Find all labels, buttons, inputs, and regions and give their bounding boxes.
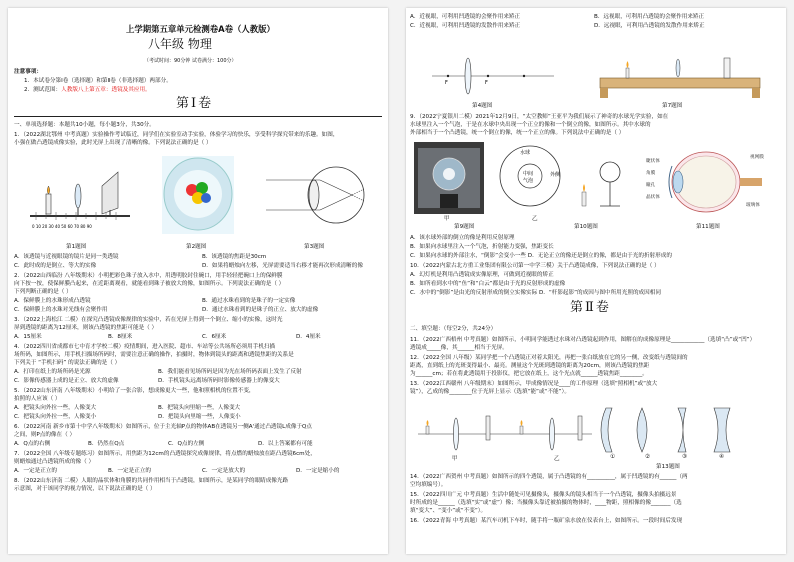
- candle-lens-figure: [576, 148, 636, 214]
- q1-option-b: B．该透镜的焦距是30cm: [202, 254, 267, 260]
- q8-line-1: 8．（2022山东济南 二模）人眼的晶状体和角膜的共同作用相当于凸透镜，如图所示，是某同学的眼睛成像光路: [14, 478, 289, 484]
- q5-option-c: C．把镜头向外拉一些，人像变小: [14, 414, 97, 420]
- q8-option-a: A．近视眼，可利用凹透镜的会聚作用来矫正: [410, 14, 521, 20]
- q1-option-d: D．如果将蜡烛向左移，光屏需要适当右移才能再次形成清晰的像: [202, 263, 363, 269]
- q9-option-b: B．如果向水球里注入一个气泡，折射能力变强，焦距变长: [410, 244, 554, 250]
- q10-option-a: A．幻灯机是利用凸透镜成实像原理，可做到近视眼的矫正: [410, 272, 554, 278]
- q1-option-a: A．该透镜与近视眼镜的镜片是同一类透镜: [14, 254, 119, 260]
- q4-line-1: 4．（2022四川省成都市七中育才学校二模）疫情期间，进入医院、超市、车站等公共场所必须用手机扫描: [14, 344, 276, 350]
- fig-10-sublabel: 乙: [532, 216, 538, 222]
- eye-anatomy-figure: [646, 144, 782, 220]
- q5-option-d: D．把镜头向里缩一些，人像变小: [158, 414, 241, 420]
- fig-label-10: 第10题图: [574, 224, 598, 230]
- q6-line-2: 之间，则P点的像在（ ）: [14, 432, 76, 438]
- q13-line-2: 镜”），乙成的像________位于光屏上显示（选填“能”或“不能”）。: [410, 389, 570, 395]
- q9-line-3: 外部相当于一个凸透镜，统一个倒立的像，统一个正立的像。下列说法中正确的是（ ）: [410, 130, 625, 136]
- q6-line-1: 6．（2022河南 新乡市第十中学八年级期末）如图所示，位于主光轴P点的物体AB在透镜另一侧A'通过凸透镜L成像于Q点: [14, 424, 313, 430]
- q14-line-1: 14．（2022广西贺州 中考真题）如图所示的四个透镜，属于凸透镜的有__________，属于凹透镜的有______（两: [410, 474, 688, 480]
- eye-label-cornea: 角膜: [646, 171, 656, 176]
- fig-label-7: 第7题图: [662, 103, 683, 109]
- q14-line-2: 空均填编号）。: [410, 482, 447, 488]
- optical-bench-figure: [26, 152, 136, 238]
- svg-text:F: F: [445, 80, 448, 86]
- q3-line-2: 屏到透镜的距离为12厘米，则该凸透镜的焦距可能是（ ）: [14, 325, 158, 331]
- q5-option-a: A．把镜头向外拉一些，人像变大: [14, 405, 97, 411]
- q3-option-c: C．6厘米: [202, 334, 227, 340]
- q8-option-c: C．近视眼，可利用凹透镜的发散作用来矫正: [410, 23, 521, 29]
- note-2: 2．测试范围：人教版八上第五章：透镜及其应用。: [24, 87, 151, 93]
- q8-option-d: D．远视眼，可利用凸透镜的发散作用来矫正: [594, 23, 705, 29]
- q11-line-2: 透镜成_____像，其______相当于光屏。: [410, 345, 508, 351]
- q3-option-d: D．4厘米: [296, 334, 321, 340]
- q12-line-3: 为______cm；若在将此透镜用于投影仪，把它放在纸上，这个光点就______透镜焦距________。: [410, 371, 648, 377]
- fig-label-13: 第13题图: [656, 464, 680, 470]
- q10-stem: 10．（2022内蒙古北方重工业集团有限公司第一中学三模）关于凸透镜成像，下列说法正确的是（ ）: [410, 263, 660, 269]
- q15-line-1: 15．（2022四川广元 中考真题）生活中随处可见摄像头，摄像头的镜头相当于一个凸透镜，摄像头拍摄远景: [410, 492, 677, 498]
- four-lenses-figure: [592, 402, 762, 462]
- lens-4-number: ④: [719, 454, 725, 460]
- q13-fig-yi: 乙: [554, 456, 560, 462]
- q9-option-a: A．该水球外部的倒立的像是利用反射原理: [410, 235, 515, 241]
- q6-option-a: A．Q点的右侧: [14, 441, 51, 447]
- q5-option-b: B．把镜头向里缩一些，人像变大: [158, 405, 241, 411]
- svg-text:F: F: [485, 80, 488, 86]
- q13-ray-figure: [416, 400, 596, 456]
- q6-option-d: D．以上答案都有可能: [258, 441, 313, 447]
- q4-option-c: C．影像传感器上成的是正立、放大的虚像: [14, 378, 119, 384]
- fig-label-3: 第3题图: [304, 244, 325, 250]
- fig-label-1: 第1题图: [66, 244, 87, 250]
- q3-option-a: A．15厘米: [14, 334, 42, 340]
- q7-line-1: 7．（2022全国 八年级专题练习）如图所示，用焦距为12cm的凸透镜探究成像规律，将点燃的蜡烛放在距凸透镜6cm处，: [14, 451, 316, 457]
- lens-axis-figure: [428, 50, 558, 100]
- q9-line-1: 9．（2022宁夏银川二模）2021年12月9日，“太空教师”王亚平为我们展示了神奇的水球光学实验，如在: [410, 114, 669, 120]
- q1-option-c: C．此时成的是倒立、等大的实像: [14, 263, 97, 269]
- q15-line-2: 时所成的是______（选填“实”或“虚”）像；当摄像头靠近被拍摄的物体时，____物距，照相像的像_______（选: [410, 500, 682, 506]
- eye-label-lens: 晶状体: [646, 195, 660, 200]
- water-ball-word-outer: 外侧: [550, 172, 561, 178]
- q8-line-2: 示意图，对于该同学的视力情况，以下说法正确的是（ ）: [14, 486, 156, 492]
- q9-option-cd: C．如果向水球的外部注水，“倒影”会变小一些 D．无论正立的像还是倒立的像，都是由于光的折射形成的: [410, 253, 672, 259]
- q2-option-b: B．通过水珠看到的是珠子的一定实像: [202, 298, 296, 304]
- q12-line-2: 距离，直到纸上的光斑变得最小、最亮。测量这个光斑到透镜的距离为20cm，则该凸透镜的焦距: [410, 363, 650, 369]
- grade-subject: 八年级 物理: [148, 37, 212, 51]
- q1-line-2: 小强在做凸透镜成像实验，此时光屏上出现了清晰的像。下列说法正确的是（ ）: [14, 140, 212, 146]
- q7-option-a: A．一定是正立的: [14, 468, 57, 474]
- q4-line-3: 下列关于 “手机扫码” 的说法正确的是（ ）: [14, 360, 121, 366]
- q10-option-cd: C．水中的“倒影”是由光的反射形成的倒立实像实际 D．“杆影起影”的成因与图中所用光照的成因相同: [410, 290, 661, 296]
- water-ball-schematic: [492, 142, 572, 212]
- fig-9-sublabel: 甲: [444, 216, 450, 222]
- fig-label-2: 第2题图: [186, 244, 207, 250]
- note-1: 1．本试卷分第Ⅰ卷（选择题）和第Ⅱ卷（非选择题）两部分。: [24, 78, 172, 84]
- exam-title: 上学期第五章单元检测卷A卷（人教版）: [126, 24, 275, 34]
- exam-page-left: [8, 8, 388, 554]
- eye-label-vitreous: 玻璃体: [746, 203, 760, 208]
- q9-line-2: 水球里注入一个气泡，于是在水球中央出现一个正立的像和一个倒立的像，如图所示。其中水球的: [410, 122, 651, 128]
- q4-line-2: 场所码，如图所示，用手机扫描场所码时，需要注意正确的操作，拍摄时，物体到镜头的距离和透镜焦距的关系是: [14, 352, 294, 358]
- q5-line-1: 5．（2022山东济南 八年级期末）小明给了一张合影，想成像更大一些，他和照相机的位置不变，: [14, 388, 255, 394]
- q1-line-1: 1．（2022湖北鄂州 中考真题）实验操作考试临近，同学们在实验室动手实验，体验学习的快乐，享受科学探究带来的乐趣。如图，: [14, 132, 339, 138]
- exam-page-right: [406, 8, 786, 554]
- water-ball-word-middle: 中间: [523, 171, 534, 177]
- q6-option-b: B．仍然在Q点: [88, 441, 125, 447]
- eye-label-retina: 视网膜: [750, 155, 764, 160]
- q2-option-d: D．通过水珠看到的是珠子的正立、放大的虚像: [202, 307, 319, 313]
- q7-line-2: 则蜡烛通过凸透镜所成的像（ ）: [14, 459, 95, 465]
- water-ball-photo: [414, 142, 484, 214]
- q10-option-b: B．如所看到水中的“鱼”和“白云”都是由于光的反射形成的虚像: [410, 281, 566, 287]
- water-ball-word-bubble: 气泡: [523, 178, 534, 184]
- lens-1-number: ①: [610, 454, 616, 460]
- fig-label-9: 第9题图: [454, 224, 475, 230]
- eye-label-ciliary: 睫状体: [646, 159, 660, 164]
- lens-2-number: ②: [645, 454, 651, 460]
- q13-fig-jia: 甲: [452, 456, 458, 462]
- q12-line-1: 12．（2022全国 八年级）某同学把一个凸透镜正对着太阳光，再把一张白纸放在它的另一侧，改变纸与透镜间的: [410, 355, 688, 361]
- fig-label-4: 第4题图: [472, 103, 493, 109]
- water-ball-word-ball: 水球: [520, 150, 531, 156]
- time-score: （考试时间：90分钟 试卷满分：100分）: [144, 58, 237, 64]
- q7-option-c: C．一定是放大的: [202, 468, 246, 474]
- notes-title: 注意事项：: [14, 69, 42, 75]
- fig-label-11: 第11题图: [696, 224, 720, 230]
- q4-option-b: B．我们能看见场所码是因为光在场所码表面上发生了反射: [158, 369, 302, 375]
- volume-2-heading: 第Ⅱ卷: [570, 300, 611, 315]
- q16-stem: 16．（2022青海 中考真题）某汽车司机下车时，随手将一瓶矿泉水放在仪表台上，如图所示。一段时间后发现: [410, 518, 683, 524]
- q2-option-a: A．保鲜膜上的水珠形成凸透镜: [14, 298, 91, 304]
- volume-1-heading: 第Ⅰ卷: [176, 96, 214, 111]
- q4-option-d: D．手机镜头远离场所码时影像传感器上的像变大: [158, 378, 280, 384]
- q13-line-1: 13．（2022江西赣州 八年级期末）如图所示，甲成像情况是____的工作原理（选填“照相机”或“放大: [410, 381, 658, 387]
- eye-ray-figure: [264, 158, 372, 234]
- q2-line-1: 2．（2022山西临汾 八年级期末）小明把彩色珠子放入水中，用透明胶封住碗口，用手轻轻把碗口上的保鲜膜: [14, 273, 283, 279]
- q4-option-a: A．打印在纸上的场所码是光源: [14, 369, 91, 375]
- q8-option-b: B．远视眼，可利用凸透镜的会聚作用来矫正: [594, 14, 705, 20]
- q2-option-c: C．保鲜膜上的水珠对光线有会聚作用: [14, 307, 108, 313]
- eye-label-pupil: 瞳孔: [646, 183, 656, 188]
- q5-line-2: 拍照的人应该（ ）: [14, 396, 61, 402]
- section-2-heading: 二、填空题：（每空2分，共24分）: [410, 326, 497, 332]
- q3-line-1: 3．（2022上海松江 二模）在探究凸透镜成像规律的实验中，若在光屏上得到一个倒立、缩小的实像，这时光: [14, 317, 283, 323]
- q11-line-1: 11．（2022广西梧州 中考真题）如图所示，小明同学能透过水珠对凸透镜起到作用，图解在的成像原理是____________（选填“凸”或“凹”）: [410, 337, 756, 343]
- q3-option-b: B．8厘米: [108, 334, 133, 340]
- q15-line-3: 填“变大”、“变小”或“不变”）。: [410, 508, 487, 514]
- section-1-heading: 一、单项选择题：本题共10小题，每小题3分，共30分。: [14, 122, 155, 128]
- candle-bench-figure: [596, 54, 766, 100]
- q2-line-2: 向下按一按，使保鲜膜凸起来，在近距离观看，就能看到珠子被放大的像，如图所示。下列说法正确的是（ ）: [14, 281, 285, 287]
- q7-option-d: D．一定是缩小的: [296, 468, 340, 474]
- q2-line-3: 下列判断正确的是（ ）: [14, 289, 72, 295]
- lens-3-number: ③: [682, 454, 688, 460]
- divider: [14, 116, 382, 117]
- water-bowl-figure: [158, 152, 238, 238]
- q7-option-b: B．一定是正立的: [108, 468, 151, 474]
- q6-option-c: C．Q点的左侧: [168, 441, 205, 447]
- svg-text:0 10 20 30 40 50 60 70 80 90: 0 10 20 30 40 50 60 70 80 90: [32, 224, 92, 229]
